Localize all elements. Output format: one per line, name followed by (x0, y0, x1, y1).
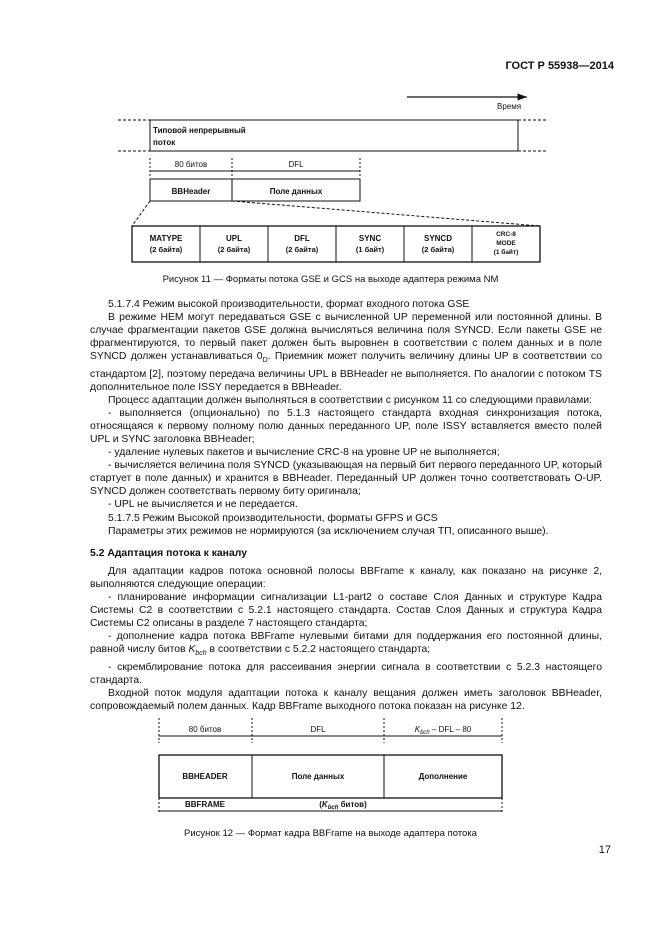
fig12-kbch-bits: ($K_{bch}$ битов) (319, 800, 367, 811)
field-syncd-size: (2 байта) (421, 245, 455, 254)
stream-label-line2: поток (153, 138, 176, 147)
para-5-1-7-4: 5.1.7.4 Режим высокой производительности, формат входного потока GSE (108, 299, 470, 310)
field-dfl: DFL (294, 234, 310, 243)
data-field-label: Поле данных (269, 187, 323, 196)
field-matype-size: (2 байта) (149, 245, 183, 254)
standard-number: ГОСТ Р 55938—2014 (505, 60, 614, 72)
figure-12-diagram (0, 718, 661, 828)
figure-11-diagram (0, 0, 661, 270)
para-params: Параметры этих режимов не нормируются (за исключением случая ТП, описанного выше). (108, 525, 549, 537)
para-adaptation: Для адаптации кадров потока основной полосы BBFrame к каналу, как показано на рисунке 2, выполняются следующие операции: (90, 565, 602, 590)
para-hem: В режиме НЕМ могут передаваться GSE с вычисленной UP переменной или постоянной длины. В случае фрагментации пакетов GSE должна вычисляться величина поля SYNCD. Если пакеты GSE не фрагментируются, то первый пакет должен быть выровнен в соответствии с полем данных и в поле SYNCD должен устанавливаться $0_D$. Приемник может получить величину длины UP в соответствии со стандартом [2], поэтому передача величины UPL в BBHeader не выполняется. По аналогии с потоком TS дополнительное поле ISSY передается в BBHeader. (90, 312, 603, 393)
dfl-label: DFL (288, 160, 304, 169)
field-dfl-size: (2 байта) (285, 245, 319, 254)
field-crc8-size: (1 байт) (493, 249, 519, 256)
field-mode: MODE (496, 240, 516, 247)
bits-80-label: 80 битов (174, 160, 208, 169)
figure-12-caption: Рисунок 12 — Формат кадра BBFrame на выходе адаптера потока (184, 828, 477, 839)
para-rule-1: - выполняется (опционально) по 5.1.3 настоящего стандарта входная синхронизация потока, относящаяся к первому полному полю данных переданного UP, поле ISSY вставляется вместо полей UPL и SYNC заголовка BBHeader; (90, 407, 602, 446)
field-crc8: CRC-8 (496, 231, 516, 238)
fig12-bits-80: 80 битов (188, 725, 222, 734)
fig12-bbheader: BBHEADER (182, 772, 228, 781)
para-rule-3: - вычисляется величина поля SYNCD (указывающая на первый бит первого переданного UP, который стартует в поле данных) и хранится в BBHeader. Переданный UP должен точно соответствовать O-UP. SYNCD должен соответствать первому биту оригинала; (90, 460, 602, 498)
field-sync-size: (1 байт) (355, 245, 385, 254)
fig12-dfl: DFL (310, 725, 326, 734)
field-matype: MATYPE (149, 234, 183, 243)
para-op-3: - скремблирование потока для рассеивания энергии сигнала в соответствии с 5.2.3 настоящего стандарта. (90, 661, 602, 686)
fig12-kbch-formula: $K_{bch}$ – DFL – 80 (414, 725, 472, 736)
fig12-bbframe: BBFRAME (185, 800, 225, 809)
para-op-1: - планирование информации сигнализации L1-part2 о составе Слоя Данных и структуре Кадра Системы С2 в соответствии с 5.2.1 настоящего стандарта. Состав Слоя Данных и структура Кадра Системы С2 описаны в разделе 7 настоящего стандарта; (90, 592, 602, 630)
bbheader-label: BBHeader (171, 187, 211, 196)
field-upl-size: (2 байта) (217, 245, 251, 254)
para-process: Процесс адаптации должен выполняться в соответствии с рисунком 11 со следующими правилами: (108, 394, 592, 406)
fig12-data-field: Поле данных (291, 772, 345, 781)
field-syncd: SYNCD (423, 234, 453, 243)
para-5-1-7-5: 5.1.7.5 Режим Высокой производительности, форматы GFPS и GCS (108, 512, 438, 524)
time-label: Время (497, 102, 522, 111)
para-op-2: - дополнение кадра потока BBFrame нулевыми битами для поддержания его постоянной длины, равной числу битов $K_{bch}$ в соответствии с 5.2.2 настоящего стандарта; (90, 631, 602, 658)
para-rule-4: - UPL не вычисляется и не передается. (108, 499, 298, 511)
fig12-padding: Дополнение (418, 772, 468, 781)
page-number: 17 (598, 844, 611, 856)
figure-11-caption: Рисунок 11 — Форматы потока GSE и GCS на выходе адаптера режима NM (162, 274, 499, 285)
para-rule-2: - удаление нулевых пакетов и вычисление CRC-8 на уровне UP не выполняется; (108, 447, 500, 459)
field-sync: SYNC (358, 234, 382, 243)
body-text-upper (90, 298, 602, 713)
section-5-2-heading: 5.2 Адаптация потока к каналу (90, 547, 247, 559)
stream-label-line1: Типовой непрерывный (153, 126, 246, 135)
field-upl: UPL (226, 234, 242, 243)
para-input-stream: Входной поток модуля адаптации потока к каналу вещания должен иметь заголовок BBHeader, сопровождаемый полем данных. Кадр BBFrame выходного потока показан на рисунке 12. (90, 687, 602, 712)
